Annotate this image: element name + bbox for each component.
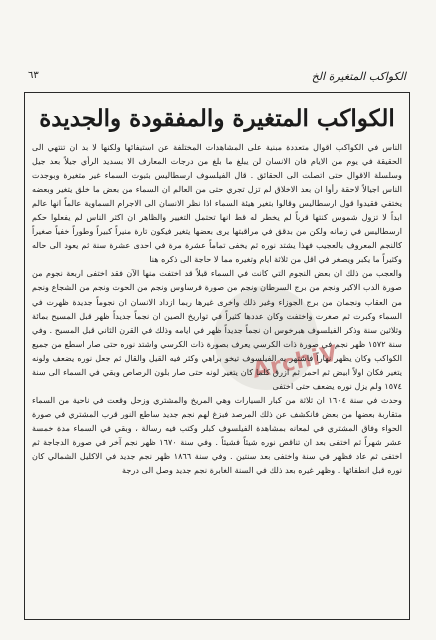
paragraph-3: وحدث في سنة ١٦٠٤ ان ثلاثة من كبار السيارات وهي المريخ والمشتري وزحل وقعت في ناحية من السماء متقاربة بعضها من بعض فانكشف عن ذلك المرصد فبزغ لهم نجم جديد ساطع النور قرب المشتري في صورة الحواء وفاق المشتري في لمعانه بمشاهدة الفيلسوف كبلر وكتب فيه رسالة ، وبقي في السماء مدة خمسة عشر شهراً ثم اختفى بعد ان تناقص نوره شيئاً فشيئاً . وفي سنة ١٦٧٠ ظهر نجم آخر في صورة الدجاجة ثم اختفى ثم عاد فظهر في سنة واختفى بعد سنتين . وفي سنة ١٨٦٦ ظهر نجم جديد في الاكليل الشمالي كان نوره قبل انطفائها . وظهر غيره بعد ذلك في السنة الغابرة نجم جديد وصل الى درجة — [32, 394, 402, 476]
running-header-title: الكواكب المتغيرة الخ — [311, 70, 406, 83]
page-number: ٦٣ — [28, 70, 39, 81]
watermark-text: ArchiV — [250, 341, 341, 384]
paragraph-2: والعجب من ذلك ان بعض النجوم التي كانت في السماء قبلاً قد اختفت منها الآن فقد اختفى اربعة نجوم من صورة الدب الاكبر ونجم من برج السرطان ونجم من صورة فرساوس ونجم من الحوت ونجم من الشجاع ونجم من العقاب ونجمان من برج الجوزاء وغير ذلك واخرى غيرها ربما ازداد الانسان ان نجوماً جديدة ظهرت في السماء وكبرت ثم صغرت واختفت وكان عددها كثيراً في تواريخ الصين ان نجماً جديداً ظهر قبل المسيح بمائة وثلاثين سنة وذكر الفيلسوف هبرخوس ان نجماً جديداً ظهر في ايامه وذلك في القرن الثاني قبل المسيح . وفي سنة ١٥٧٢ ظهر نجم في صورة ذات الكرسي يعرف بصورة ذات الكرسي واشتد نوره حتى صار اسطع من جميع الكواكب وكان يظهر نهاراً فاشتهر به الفيلسوف تيخو براهي وكثر فيه القيل والقال ثم جعل نوره يضعف ولونه يتغير فكان اولاً ابيض ثم احمر ثم ازرق كلما كان يتغير لونه حتى صار بلون الرصاص وبقي في السماء الى سنة ١٥٧٤ ولم يزل نوره يضعف حتى اختفى — [32, 268, 403, 391]
article-body — [32, 140, 402, 477]
running-header — [28, 70, 406, 86]
article-heading: الكواكب المتغيرة والمفقودة والجديدة — [39, 105, 395, 132]
paragraph-1: الناس في الكواكب اقوال متعددة مبنية على المشاهدات المختلفة عن استيفائها ولكنها لا بد ان تنتهي الى الحقيقة في يوم من الايام فان الانسان لن يبلغ ما بلغ من درجات المعارف الا بسديد الرأي جيلاً بعد جيل وسلسلة الاقوال حتى اتصلت الى الحقائق . قال الفيلسوف ارسطاليس بثبوت السماء غير متغيرة وبوجدت الناس اجيالاً لاحقة رأوا ان بعد الاخلاق لم تزل تجري حتى من العالم ان السماء من بعض ما خلق يتغير وبعضه يختفي فقيدوا قول ارسطاليس وقالوا بتغير هيئة السماء اذا نظر الانسان الى الاجرام السماوية عالماً انها عالم ابداً لا تزول شموس كنتها قرباً لم يخطر له قط انها تحتمل التغيير والظاهر ان اكثر الناس لم يفعلوا حكم ارسطاليس في زمانه ولكن من بدقق في مراقبتها يرى بعضها يتغير فيكون تارة منيراً كبيراً وطوراً خفياً صغيراً كالنجم المعروف بالعجيب فهذا يشتد نوره ثم يخفى تماماً عشرة مرة في احدى عشرة سنة ثم يعود الى حاله وكثيراً ما يكبر ويصغر في اقل من ثلاثة ايام وتغيره مما لا حاجة الى ذكره هنا — [32, 142, 402, 265]
